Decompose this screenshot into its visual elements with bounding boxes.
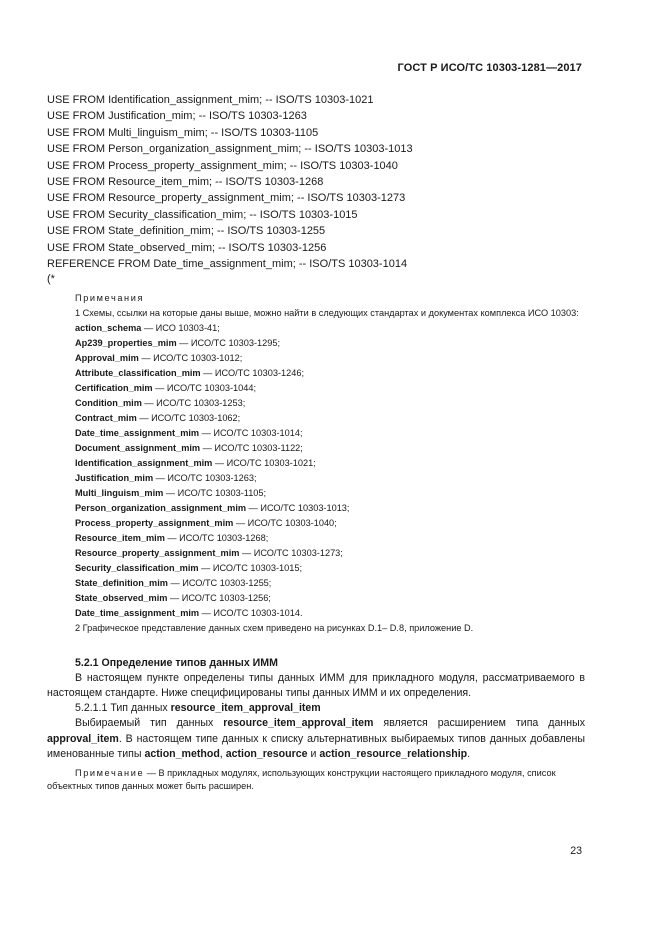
schema-name: Multi_linguism_mim — [75, 488, 164, 499]
standard-ref: — ИСО/ТС 10303-1040; — [233, 518, 337, 529]
express-code-block — [47, 92, 607, 286]
schema-name: State_definition_mim — [75, 578, 168, 589]
standard-ref: — ИСО/ТС 10303-1122; — [200, 442, 303, 453]
standard-ref: — ИСО/ТС 10303-1014. — [199, 608, 303, 619]
standard-item — [75, 321, 585, 336]
text-run: и — [307, 747, 320, 760]
page-number: 23 — [570, 845, 582, 857]
standard-item — [75, 591, 585, 606]
code-line: USE FROM Person_organization_assignment_mim; -- ISO/TS 10303-1013 — [47, 143, 413, 156]
schema-name: Justification_mim — [75, 472, 154, 483]
schema-name: Security_classification_mim — [75, 563, 199, 574]
schema-name: Document_assignment_mim — [75, 442, 201, 453]
note-text: — В прикладных модулях, использующих конструкции настоящего прикладного модуля, список объектных типов данных может быть расширен. — [47, 768, 556, 792]
standard-ref: — ИСО/ТС 10303-1021; — [212, 457, 316, 468]
schema-name: Condition_mim — [75, 397, 142, 408]
standards-list — [75, 321, 585, 622]
standard-ref: — ИСО/ТС 10303-1256; — [167, 593, 271, 604]
section-5-2-1 — [47, 656, 585, 793]
schema-name: Ap239_properties_mim — [75, 337, 177, 348]
standard-item — [75, 381, 585, 396]
comment-open: (* — [47, 273, 55, 286]
standard-item — [75, 336, 585, 351]
subsection-prefix: 5.2.1.1 Тип данных — [75, 702, 171, 715]
text-run: , — [219, 747, 226, 760]
schema-name: State_observed_mim — [75, 593, 168, 604]
standard-ref: — ИСО/ТС 10303-1263; — [153, 472, 257, 483]
section-title: 5.2.1 Определение типов данных ИММ — [75, 657, 278, 669]
text-run: . — [467, 747, 471, 760]
standard-ref: — ИСО/ТС 10303-1295; — [176, 337, 281, 348]
standard-ref: — ИСО/ТС 10303-1015; — [198, 563, 303, 574]
schema-name: Process_property_assignment_mim — [75, 518, 234, 529]
standard-item — [75, 471, 585, 486]
section-paragraph: В настоящем пункте определены типы данных ИММ для прикладного модуля, рассматриваемого в настоящем стандарте. Ниже специфицированы типы данных ИММ и их определения. — [47, 672, 585, 700]
standard-ref: — ИСО/ТС 10303-1246; — [200, 367, 305, 378]
section-note — [47, 767, 585, 793]
standard-item — [75, 546, 585, 561]
standard-item — [75, 531, 585, 546]
standard-item — [75, 396, 585, 411]
standard-ref: — ИСО/ТС 10303-1013; — [246, 503, 350, 514]
standard-item — [75, 576, 585, 591]
schema-name: Date_time_assignment_mim — [75, 427, 200, 438]
code-line: USE FROM Process_property_assignment_mim; -- ISO/TS 10303-1040 — [47, 159, 398, 172]
standard-ref: — ИСО/ТС 10303-1105; — [163, 488, 267, 499]
code-line: USE FROM State_definition_mim; -- ISO/TS 10303-1255 — [47, 225, 326, 238]
type-name: action_method — [144, 747, 220, 760]
schema-name: Date_time_assignment_mim — [75, 608, 200, 619]
standard-item — [75, 426, 585, 441]
standard-item — [75, 561, 585, 576]
standard-item — [75, 366, 585, 381]
code-line: USE FROM Resource_property_assignment_mim; -- ISO/TS 10303-1273 — [47, 192, 406, 205]
schema-name: Resource_property_assignment_mim — [75, 548, 240, 559]
notes-title: Примечания — [75, 293, 145, 303]
code-line: USE FROM Multi_linguism_mim; -- ISO/TS 10303-1105 — [47, 126, 319, 139]
note-1: 1 Схемы, ссылки на которые даны выше, можно найти в следующих стандартах и документах комплекса ИСО 10303: — [75, 308, 579, 318]
text-run: является расширением типа данных — [373, 717, 585, 730]
schema-name: Approval_mim — [75, 352, 139, 363]
note-2: 2 Графическое представление данных схем приведено на рисунках D.1– D.8, приложение D. — [75, 623, 474, 634]
standard-item — [75, 486, 585, 501]
standard-ref: — ИСО 10303-41; — [141, 322, 220, 333]
text-run: . В настоящем типе данных к списку альтернативных выбираемых типов данных добавлены именованные типы — [47, 732, 585, 760]
code-line: REFERENCE FROM Date_time_assignment_mim; -- ISO/TS 10303-1014 — [47, 258, 408, 271]
standard-ref: — ИСО/ТС 10303-1044; — [152, 382, 257, 393]
standard-ref: — ИСО/ТС 10303-1062; — [136, 412, 241, 423]
standard-ref: — ИСО/ТС 10303-1253; — [141, 397, 246, 408]
notes-block — [47, 292, 585, 635]
subsection-title — [75, 701, 585, 716]
standard-item — [75, 516, 585, 531]
text-run: Выбираемый тип данных — [75, 717, 224, 730]
schema-name: Identification_assignment_mim — [75, 457, 213, 468]
schema-name: Attribute_classification_mim — [75, 367, 201, 378]
code-line: USE FROM Resource_item_mim; -- ISO/TS 10303-1268 — [47, 176, 324, 189]
standard-item — [75, 456, 585, 471]
schema-name: Contract_mim — [75, 412, 137, 423]
type-description-paragraph — [47, 716, 585, 762]
subsection-type-name: resource_item_approval_item — [170, 702, 321, 715]
schema-name: action_schema — [75, 322, 142, 333]
code-line: USE FROM Security_classification_mim; -- ISO/TS 10303-1015 — [47, 208, 358, 221]
standard-item — [75, 501, 585, 516]
standard-item — [75, 606, 585, 621]
schema-name: Person_organization_assignment_mim — [75, 503, 247, 514]
standard-ref: — ИСО/ТС 10303-1012; — [138, 352, 243, 363]
note-label: Примечание — [75, 768, 145, 779]
schema-name: Certification_mim — [75, 382, 153, 393]
code-line: USE FROM Justification_mim; -- ISO/TS 10303-1263 — [47, 110, 307, 123]
standard-item — [75, 441, 585, 456]
document-header: ГОСТ Р ИСО/ТС 10303-1281—2017 — [397, 62, 582, 74]
standard-item — [75, 351, 585, 366]
schema-name: Resource_item_mim — [75, 533, 165, 544]
type-name: approval_item — [47, 732, 119, 745]
standard-ref: — ИСО/ТС 10303-1273; — [239, 548, 343, 559]
standard-ref: — ИСО/ТС 10303-1014; — [199, 427, 303, 438]
standard-ref: — ИСО/ТС 10303-1255; — [167, 578, 272, 589]
type-name: action_resource — [225, 747, 308, 760]
type-name: resource_item_approval_item — [223, 717, 374, 730]
code-line: USE FROM State_observed_mim; -- ISO/TS 10303-1256 — [47, 241, 327, 254]
code-line: USE FROM Identification_assignment_mim; -- ISO/TS 10303-1021 — [47, 94, 374, 106]
standard-ref: — ИСО/ТС 10303-1268; — [164, 533, 269, 544]
type-name: action_resource_relationship — [319, 747, 468, 760]
standard-item — [75, 411, 585, 426]
